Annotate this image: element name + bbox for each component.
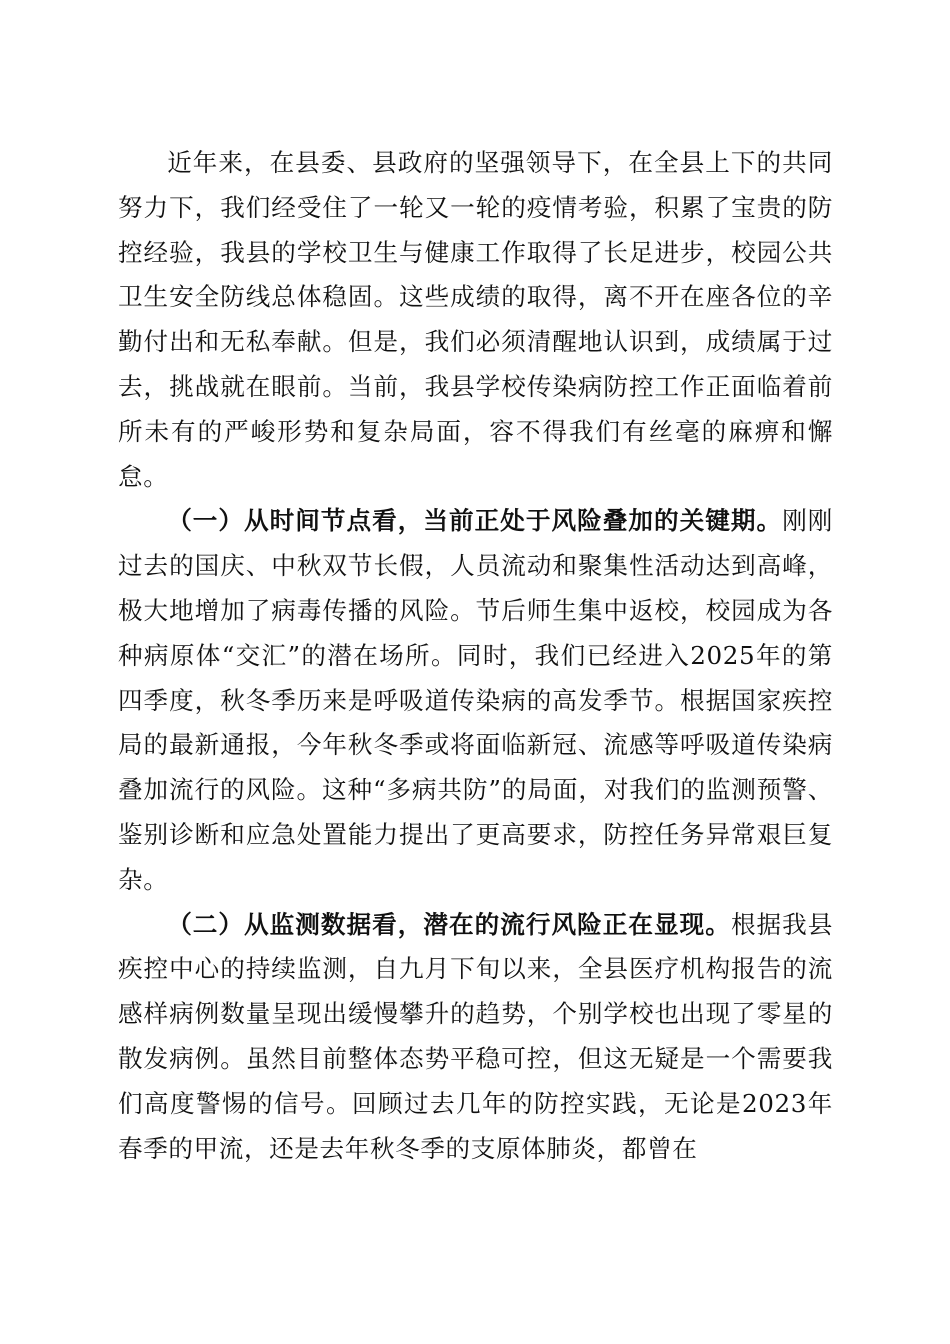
document-body [118, 141, 833, 1171]
paragraph-intro-text: 近年来，在县委、县政府的坚强领导下，在全县上下的共同努力下，我们经受住了一轮又一轮的疫情考验，积累了宝贵的防控经验，我县的学校卫生与健康工作取得了长足进步，校园公共卫生安全防线总体稳固。这些成绩的取得，离不开在座各位的辛勤付出和无私奉献。但是，我们必须清醒地认识到，成绩属于过去，挑战就在眼前。当前，我县学校传染病防控工作正面临着前所未有的严峻形势和复杂局面，容不得我们有丝毫的麻痹和懈怠。 [118, 148, 833, 491]
section-1-text: 刚刚过去的国庆、中秋双节长假，人员流动和聚集性活动达到高峰，极大地增加了病毒传播的风险。节后师生集中返校，校园成为各种病原体“交汇”的潜在场所。同时，我们已经进入2025年的第四季度，秋冬季历来是呼吸道传染病的高发季节。根据国家疾控局的最新通报，今年秋冬季或将面临新冠、流感等呼吸道传染病叠加流行的风险。这种“多病共防”的局面，对我们的监测预警、鉴别诊断和应急处置能力提出了更高要求，防控任务异常艰巨复杂。 [118, 506, 834, 894]
section-2-text: 根据我县疾控中心的持续监测，自九月下旬以来，全县医疗机构报告的流感样病例数量呈现出缓慢攀升的趋势，个别学校也出现了零星的散发病例。虽然目前整体态势平稳可控，但这无疑是一个需要我们高度警惕的信号。回顾过去几年的防控实践，无论是2023年春季的甲流，还是去年秋冬季的支原体肺炎，都曾在 [118, 909, 834, 1163]
paragraph-intro [118, 141, 833, 499]
section-2-heading: （二）从监测数据看，潜在的流行风险正在显现。 [167, 909, 731, 939]
paragraph-section-2 [118, 903, 833, 1172]
section-1-heading: （一）从时间节点看，当前正处于风险叠加的关键期。 [167, 506, 783, 536]
paragraph-section-1 [118, 499, 833, 902]
